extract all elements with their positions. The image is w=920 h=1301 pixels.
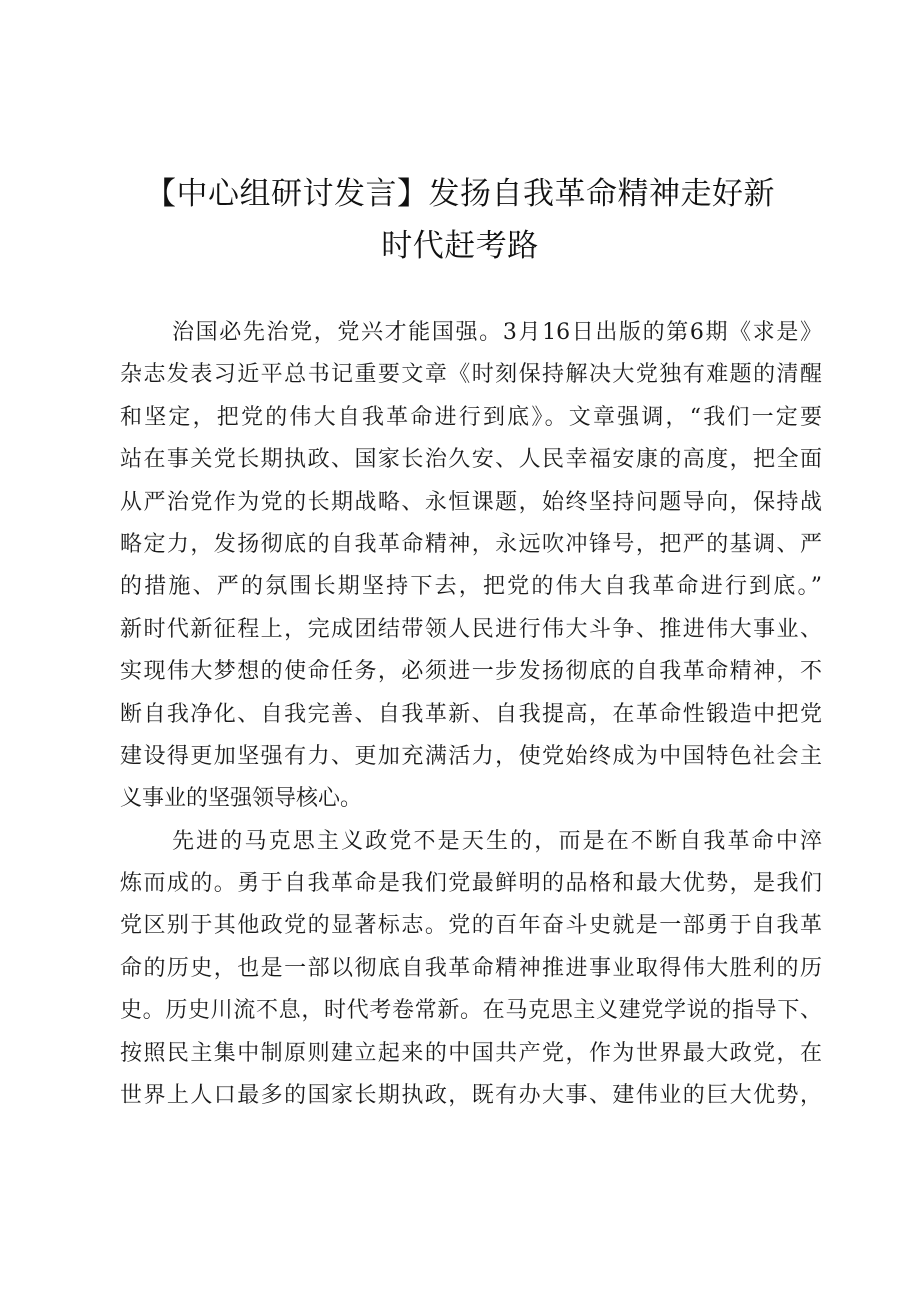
text-line: 实现伟大梦想的使命任务，必须进一步发扬彻底的自我革命精神，不 (120, 659, 822, 685)
text-line: 断自我净化、自我完善、自我革新、自我提高，在革命性锻造中把党 (120, 701, 822, 727)
text-line: 义事业的坚强领导核心。 (120, 786, 363, 812)
text-line: 先进的马克思主义政党不是天生的，而是在不断自我革命中淬 (172, 828, 822, 854)
text-line: 命的历史，也是一部以彻底自我革命精神推进事业取得伟大胜利的历 (120, 955, 822, 981)
text-line: 杂志发表习近平总书记重要文章《时刻保持解决大党独有难题的清醒 (120, 362, 822, 388)
text-line: 治国必先治党，党兴才能国强。3月16日出版的第6期《求是》 (172, 320, 822, 345)
text-line: 略定力，发扬彻底的自我革命精神，永远吹冲锋号，把严的基调、严 (120, 531, 822, 557)
title-line: 【中心组研讨发言】发扬自我革命精神走好新 (145, 176, 775, 212)
text-line: 站在事关党长期执政、国家长治久安、人民幸福安康的高度，把全面 (120, 447, 822, 473)
paragraph-2 (120, 821, 822, 1118)
text-line: 的措施、严的氛围长期坚持下去，把党的伟大自我革命进行到底。” (120, 574, 822, 600)
text-line: 从严治党作为党的长期战略、永恒课题，始终坚持问题导向，保持战 (120, 489, 822, 515)
text-line: 史。历史川流不息，时代考卷常新。在马克思主义建党学说的指导下、 (120, 998, 822, 1024)
text-line: 世界上人口最多的国家长期执政，既有办大事、建伟业的巨大优势， (120, 1083, 822, 1109)
document-title (100, 168, 820, 272)
document-body (120, 312, 822, 1117)
text-line: 按照民主集中制原则建立起来的中国共产党，作为世界最大政党，在 (120, 1040, 822, 1066)
title-line: 时代赶考路 (381, 228, 539, 264)
paragraph-1 (120, 312, 822, 821)
text-line: 建设得更加坚强有力、更加充满活力，使党始终成为中国特色社会主 (120, 743, 822, 769)
text-line: 党区别于其他政党的显著标志。党的百年奋斗史就是一部勇于自我革 (120, 913, 822, 939)
text-line: 和坚定，把党的伟大自我革命进行到底》。文章强调，“我们一定要 (120, 404, 822, 430)
text-line: 炼而成的。勇于自我革命是我们党最鲜明的品格和最大优势，是我们 (120, 871, 822, 897)
text-line: 新时代新征程上，完成团结带领人民进行伟大斗争、推进伟大事业、 (120, 616, 822, 642)
